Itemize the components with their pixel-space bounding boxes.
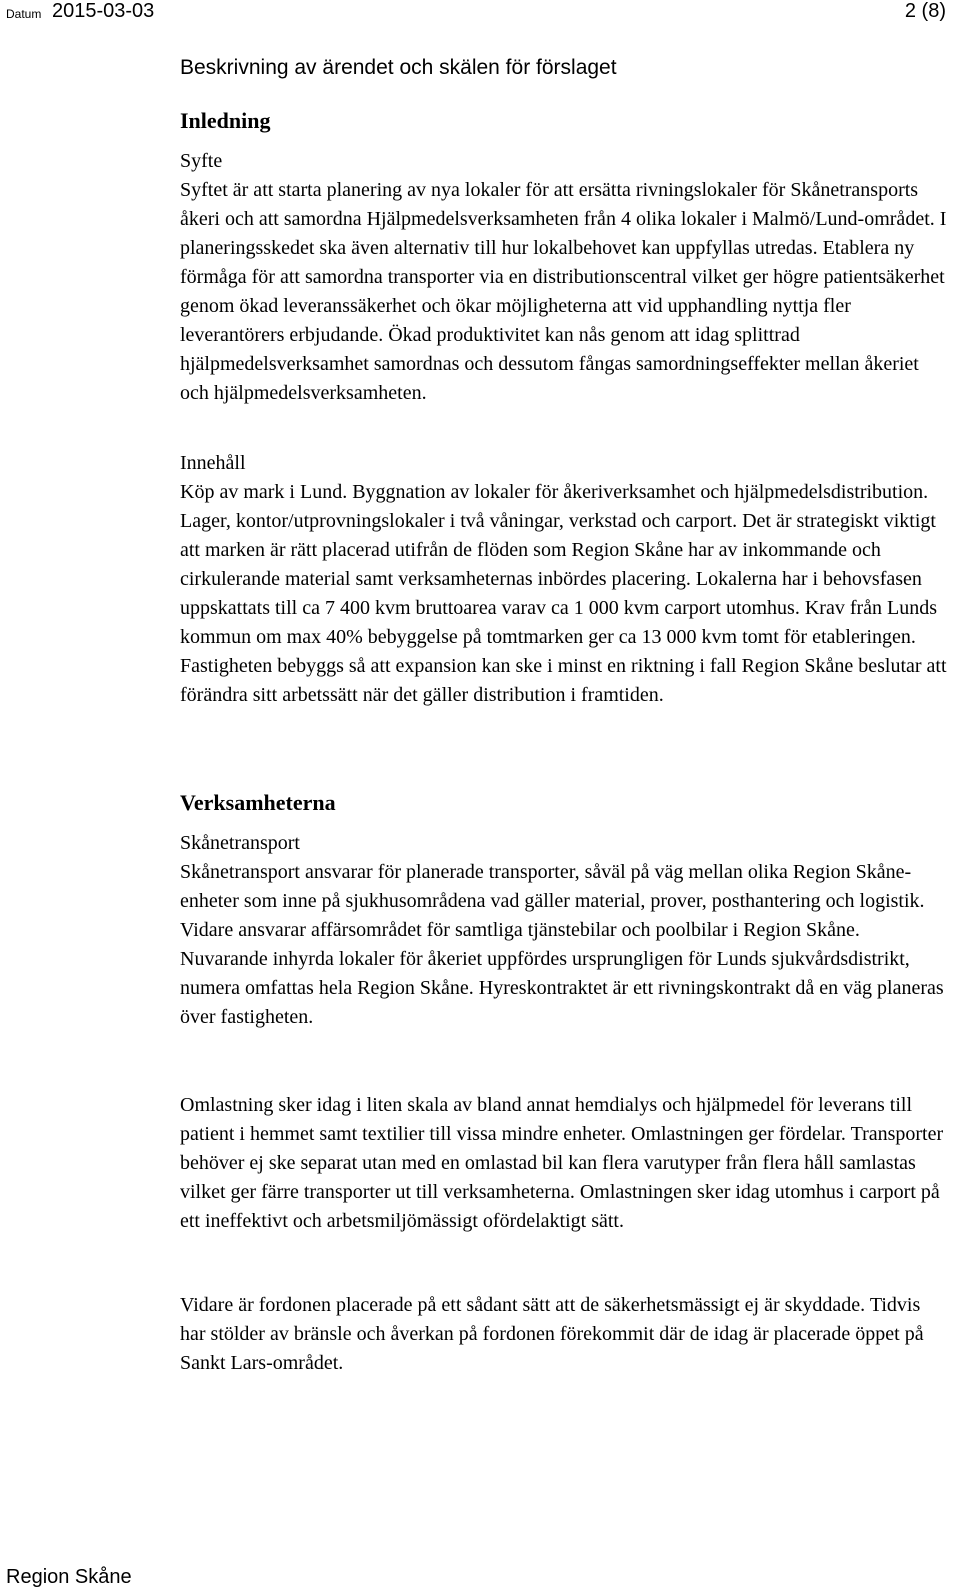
paragraph-skanetransport-1: Skånetransport ansvarar för planerade transporter, såväl på väg mellan olika Region Skåne-enheter som inne på sjukhusområdena vad gäller material, prover, posthantering och logistik. Vidare ansvarar affärsområdet för samtliga tjänstebilar och poolbilar i Region Skåne. Nuvarande inhyrda lokaler för åkeriet uppfördes ursprungligen för Lunds sjukvårdsdistrikt, numera omfattas hela Region Skåne. Hyreskontraktet är ett rivningskontrakt då en väg planeras över fastigheten. — [180, 861, 944, 1028]
heading-verksamheterna: Verksamheterna — [180, 790, 336, 815]
page-number: 2 (8) — [904, 0, 946, 22]
date-value: 2015-03-03 — [52, 0, 155, 22]
footer-organization: Region Skåne — [6, 1566, 132, 1588]
paragraph-syfte: Syftet är att starta planering av nya lokaler för att ersätta rivningslokaler för Skånetransports åkeri och att samordna Hjälpmedelsverksamheten från 4 olika lokaler i Malmö/Lund-området. I planeringsskedet ska även alternativ till hur lokalbehovet kan uppfyllas utredas. Etablera ny förmåga för att samordna transporter via en distributionscentral vilket ger högre patientsäkerhet genom ökad leveranssäkerhet och ökar möjligheterna att vid upphandling nyttja fler leverantörers erbjudande. Ökad produktivitet kan nås genom att idag splittrad hjälpmedelsverksamhet samordnas och dessutom fångas samordningseffekter mellan åkeriet och hjälpmedelsverksamheten. — [180, 179, 947, 404]
subheading-syfte: Syfte — [180, 150, 223, 172]
document-title: Beskrivning av ärendet och skälen för förslaget — [180, 56, 617, 79]
subheading-innehall: Innehåll — [180, 452, 246, 474]
paragraph-skanetransport-2: Omlastning sker idag i liten skala av bland annat hemdialys och hjälpmedel för leverans till patient i hemmet samt textilier till vissa mindre enheter. Omlastningen ger fördelar. Transporter behöver ej ske separat utan med en omlastad bil kan flera varutyper från flera håll samlastas vilket ger färre transporter ut till verksamheterna. Omlastningen sker idag utomhus i carport på ett ineffektivt och arbetsmiljömässigt ofördelaktigt sätt. — [180, 1094, 944, 1232]
paragraph-innehall: Köp av mark i Lund. Byggnation av lokaler för åkeriverksamhet och hjälpmedelsdistribution. Lager, kontor/utprovningslokaler i två våningar, verkstad och carport. Det är strategiskt viktigt att marken är rätt placerad utifrån de flöden som Region Skåne har av inkommande och cirkulerande material samt verksamheternas inbördes placering. Lokalerna har i behovsfasen uppskattats till ca 7 400 kvm bruttoarea varav ca 1 000 kvm carport utomhus. Krav från Lunds kommun om max 40% bebyggelse på tomtmarken ger ca 13 000 kvm tomt för etableringen. Fastigheten bebyggs så att expansion kan ske i minst en riktning i fall Region Skåne beslutar att förändra sitt arbetssätt när det gäller distribution i framtiden. — [180, 481, 947, 706]
heading-inledning: Inledning — [180, 108, 271, 133]
subheading-skanetransport: Skånetransport — [180, 832, 300, 854]
date-label: Datum — [6, 7, 42, 21]
paragraph-skanetransport-3: Vidare är fordonen placerade på ett sådant sätt att de säkerhetsmässigt ej är skyddade. Tidvis har stölder av bränsle och åverkan på fordonen förekommit där de idag är placerade öppet på Sankt Lars-området. — [180, 1294, 924, 1374]
